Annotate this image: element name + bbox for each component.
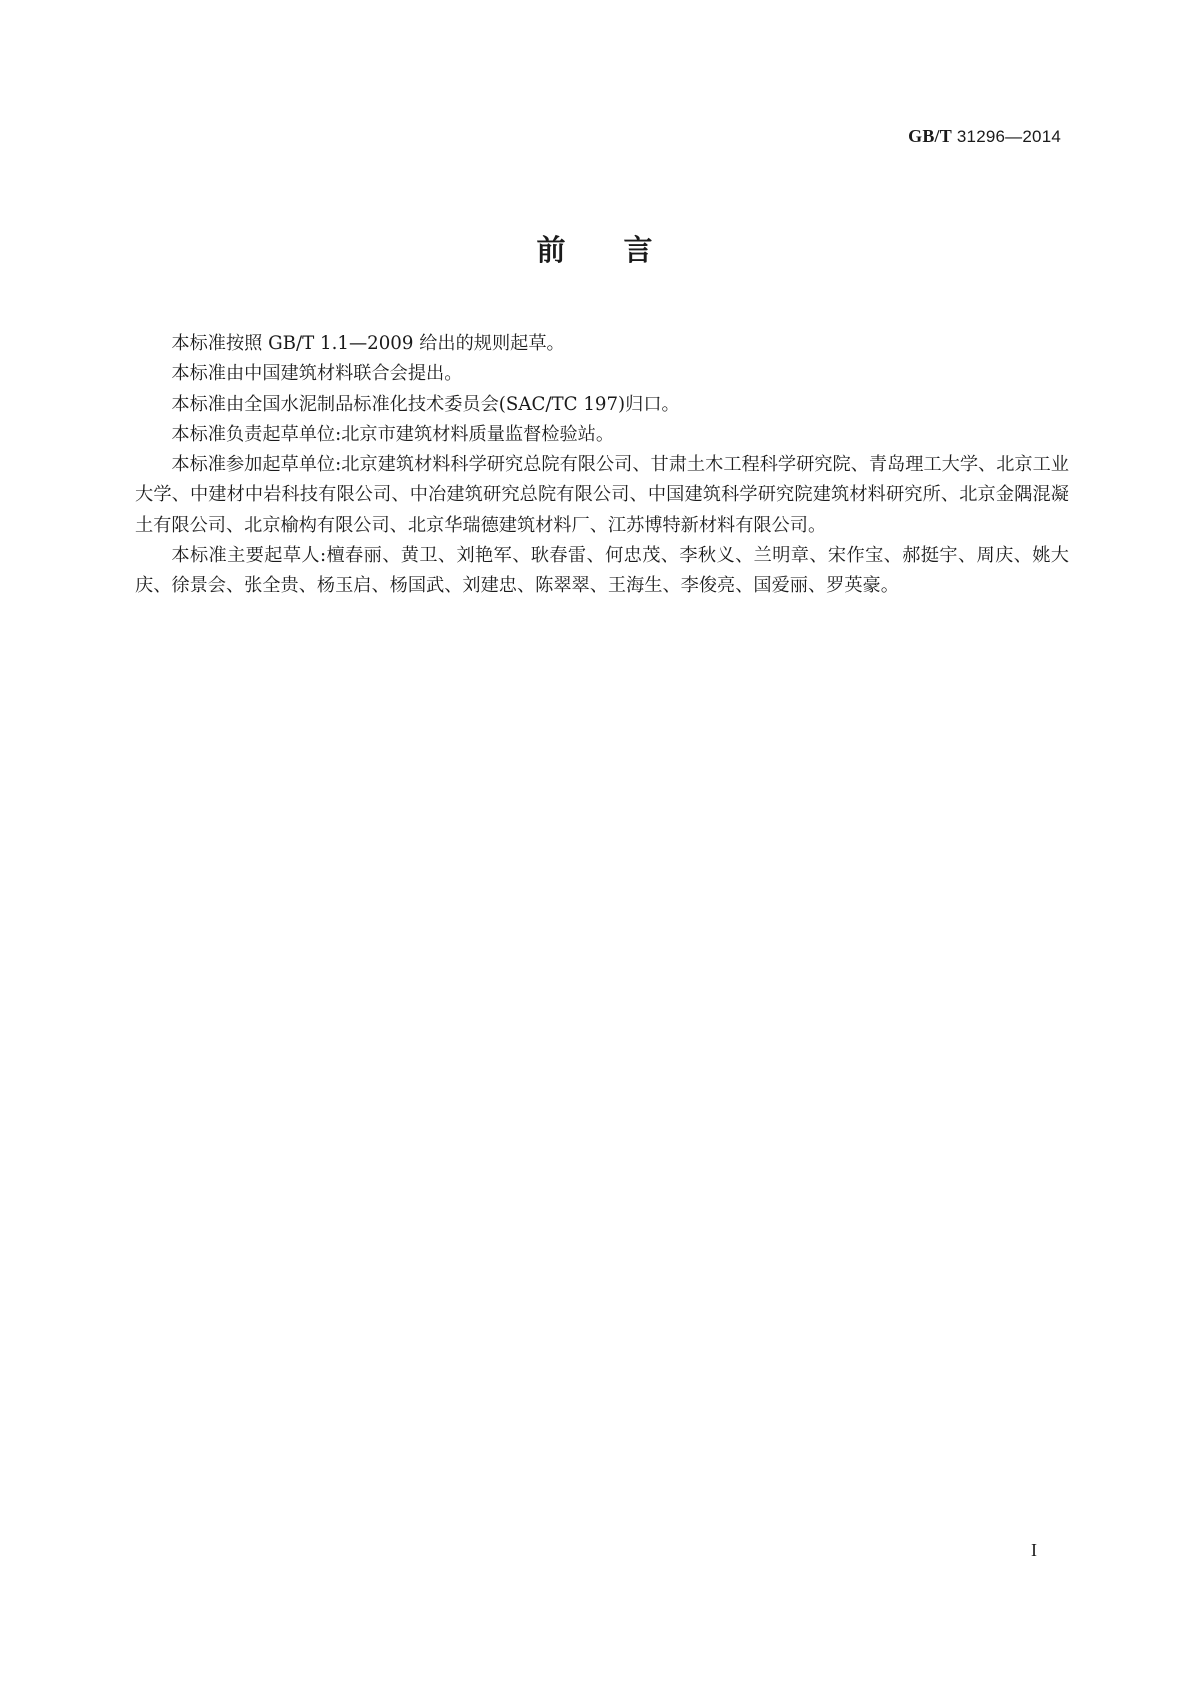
standard-number-value: 31296—2014 bbox=[956, 127, 1061, 146]
foreword-body bbox=[135, 329, 1069, 602]
page-number: I bbox=[1031, 1540, 1037, 1560]
paragraph-proposer: 本标准由中国建筑材料联合会提出。 bbox=[171, 363, 463, 385]
standard-number bbox=[908, 126, 1061, 147]
paragraph-committee: 本标准由全国水泥制品标准化技术委员会(SAC/TC 197)归口。 bbox=[171, 393, 680, 415]
paragraph-main-drafters: 本标准主要起草人:檀春丽、黄卫、刘艳军、耿春雷、何忠茂、李秋义、兰明章、宋作宝、郝挺宇、周庆、姚大庆、徐景会、张全贵、杨玉启、杨国武、刘建忠、陈翠翠、王海生、李俊亮、国爱丽、罗英豪。 bbox=[135, 545, 1069, 597]
standard-code: GB/T bbox=[908, 126, 952, 146]
page-title: 前 言 bbox=[536, 233, 655, 267]
paragraph-lead-drafter: 本标准负责起草单位:北京市建筑材料质量监督检验站。 bbox=[171, 423, 615, 445]
paragraph-participating-drafters: 本标准参加起草单位:北京建筑材料科学研究总院有限公司、甘肃土木工程科学研究院、青岛理工大学、北京工业大学、中建材中岩科技有限公司、中冶建筑研究总院有限公司、中国建筑科学研究院建筑材料研究所、北京金隅混凝土有限公司、北京榆构有限公司、北京华瑞德建筑材料厂、江苏博特新材料有限公司。 bbox=[135, 454, 1069, 536]
paragraph-drafting-rules: 本标准按照 GB/T 1.1—2009 给出的规则起草。 bbox=[171, 333, 565, 354]
